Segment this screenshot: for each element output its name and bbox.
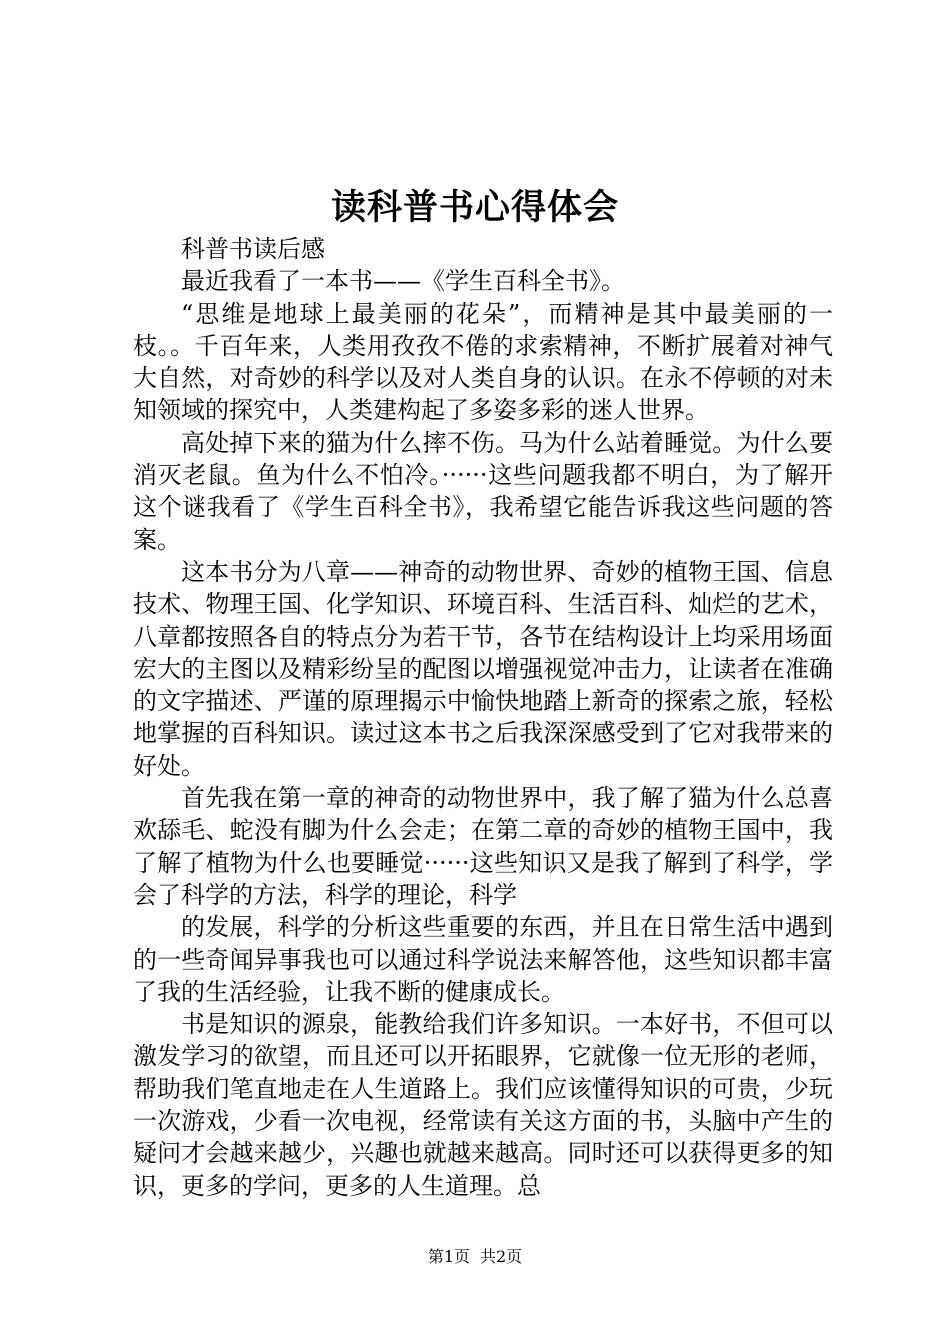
paragraph-quote: “思维是地球上最美丽的花朵”，而精神是其中最美丽的一枝。。千百年来，人类用孜孜不倦的求索精神，不断扩展着对神气大自然，对奇妙的科学以及对人类自身的认识。在永不停顿的对未知领域的探究中，人类建构起了多姿多彩的迷人世界。	[133, 299, 833, 425]
paragraph-science-development: 的发展，科学的分析这些重要的东西，并且在日常生活中遇到的一些奇闻异事我也可以通过科学说法来解答他，这些知识都丰富了我的生活经验，让我不断的健康成长。	[133, 913, 833, 1006]
paragraph-chapter-one: 首先我在第一章的神奇的动物世界中，我了解了猫为什么总喜欢舔毛、蛇没有脚为什么会走；在第二章的奇妙的植物王国中，我了解了植物为什么也要睡觉······这些知识又是我了解到了科学，学会了科学的方法，科学的理论，科学	[133, 784, 833, 909]
paragraph-subtitle: 科普书读后感	[181, 235, 325, 263]
page-total: 共2页	[480, 1247, 523, 1266]
paragraph-books-knowledge: 书是知识的源泉，能教给我们许多知识。一本好书，不但可以激发学习的欲望，而且还可以开拓眼界，它就像一位无形的老师，帮助我们笔直地走在人生道路上。我们应该懂得知识的可贵，少玩一次游戏，少看一次电视，经常读有关这方面的书，头脑中产生的疑问才会越来越少，兴趣也就越来越高。同时还可以获得更多的知识，更多的学问，更多的人生道理。总	[133, 1010, 833, 1200]
paragraph-book-structure: 这本书分为八章——神奇的动物世界、奇妙的植物王国、信息技术、物理王国、化学知识、环境百科、生活百科、灿烂的艺术，八章都按照各自的特点分为若干节，各节在结构设计上均采用场面宏大的主图以及精彩纷呈的配图以增强视觉冲击力，让读者在准确的文字描述、严谨的原理揭示中愉快地踏上新奇的探索之旅，轻松地掌握的百科知识。读过这本书之后我深深感受到了它对我带来的好处。	[133, 557, 833, 780]
page-number: 第1页	[427, 1247, 470, 1266]
paragraph-intro: 最近我看了一本书——《学生百科全书》。	[181, 267, 625, 296]
paragraph-questions: 高处掉下来的猫为什么摔不伤。马为什么站着睡觉。为什么要消灭老鼠。鱼为什么不怕冷。······这些问题我都不明白，为了解开这个谜我看了《学生百科全书》，我希望它能告诉我这些问题的答案。	[133, 428, 833, 554]
document-title: 读科普书心得体会	[330, 187, 619, 228]
document-body	[133, 233, 833, 1202]
page-footer	[0, 1244, 950, 1267]
